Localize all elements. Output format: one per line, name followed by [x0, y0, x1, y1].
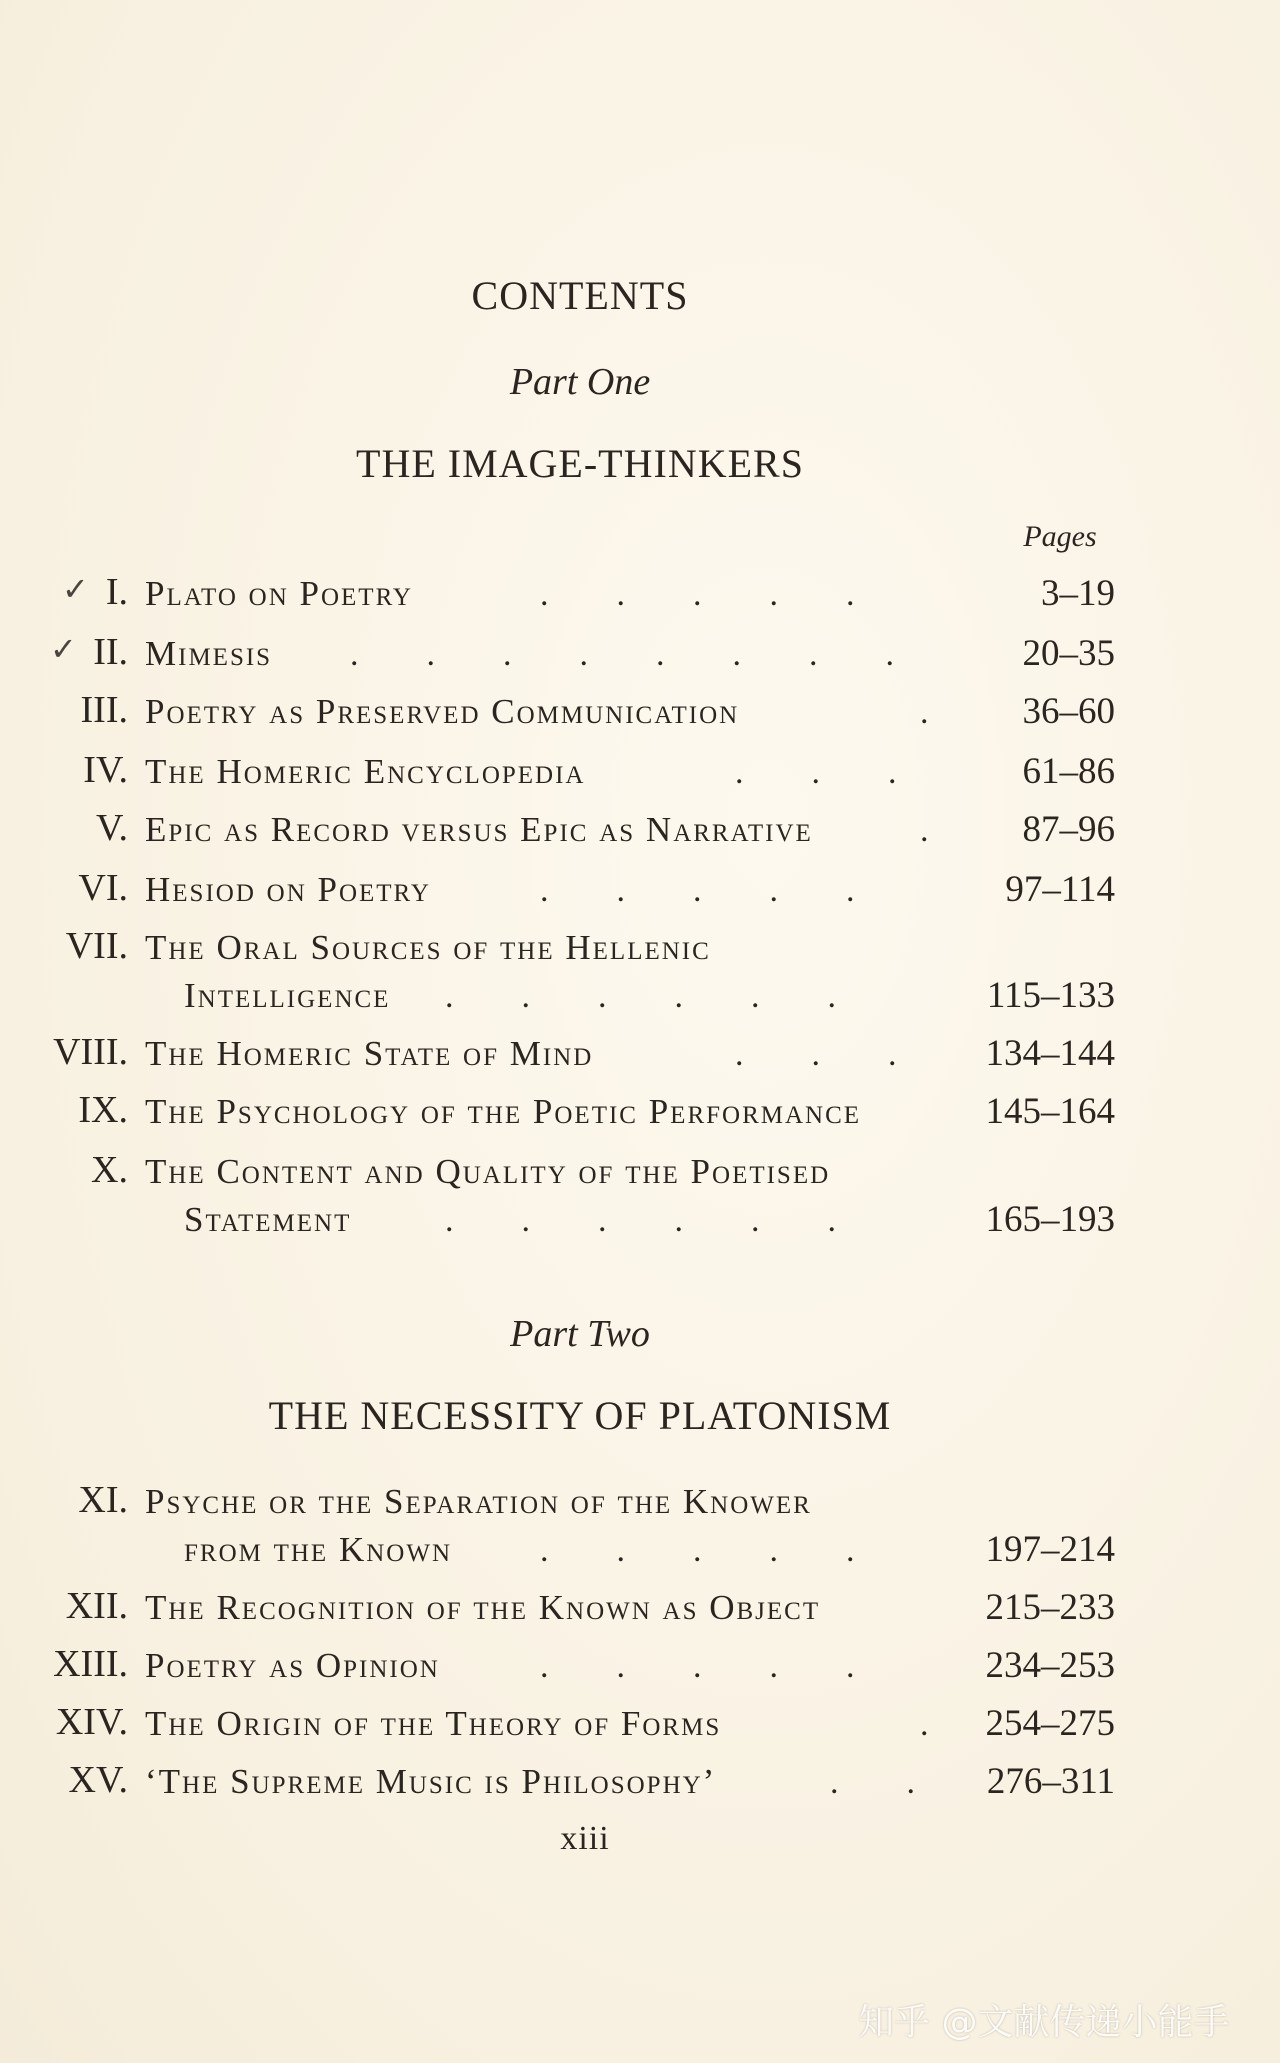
chapter-title-continuation: from the Known [184, 1530, 452, 1569]
toc-entry-continuation[interactable] [0, 1526, 1280, 1574]
chapter-numeral: V. [95, 807, 128, 849]
chapter-title: The Origin of the Theory of Forms [145, 1704, 722, 1743]
toc-entry[interactable] [0, 1642, 1280, 1690]
chapter-numeral: II. [93, 631, 128, 673]
chapter-numeral: VI. [78, 867, 128, 909]
part-two-heading: THE NECESSITY OF PLATONISM [268, 1393, 892, 1438]
dot-leader: . . . . . . [445, 978, 836, 1015]
chapter-title: The Homeric Encyclopedia [145, 752, 586, 791]
toc-entry[interactable] [0, 570, 1280, 618]
dot-leader: . . . . . [540, 576, 855, 613]
handwritten-check-mark-icon: ✓ [50, 631, 77, 667]
chapter-title: The Recognition of the Known as Object [145, 1588, 821, 1627]
page-range: 145–164 [985, 1091, 1115, 1132]
dot-leader: . [920, 812, 929, 849]
part-one-label: Part One [509, 361, 651, 403]
page-range: 36–60 [1022, 691, 1115, 732]
toc-entry[interactable] [0, 630, 1280, 678]
dot-leader: . . . . . [540, 872, 855, 909]
chapter-numeral: XII. [65, 1585, 128, 1627]
chapter-title: The Homeric State of Mind [145, 1034, 594, 1073]
chapter-title: The Content and Quality of the Poetised [145, 1152, 831, 1191]
toc-entry[interactable] [0, 1148, 1280, 1196]
dot-leader: . [920, 1706, 929, 1743]
chapter-numeral: VIII. [53, 1031, 128, 1073]
chapter-numeral: VII. [65, 925, 128, 967]
chapter-numeral: XI. [78, 1479, 128, 1521]
page-range: 87–96 [1022, 809, 1115, 850]
part-two-label: Part Two [510, 1313, 650, 1355]
chapter-numeral: XIV. [55, 1701, 128, 1743]
dot-leader: . . . . . . [445, 1202, 836, 1239]
chapter-numeral: X. [91, 1149, 128, 1191]
page-range: 254–275 [985, 1703, 1115, 1744]
page-range: 215–233 [985, 1587, 1115, 1628]
dot-leader: . . . . . [540, 1532, 855, 1569]
handwritten-check-mark-icon: ✓ [62, 571, 89, 607]
chapter-numeral: XV. [68, 1759, 128, 1801]
toc-entry[interactable] [0, 1088, 1280, 1136]
chapter-numeral: III. [80, 689, 128, 731]
chapter-title: The Oral Sources of the Hellenic [145, 928, 711, 967]
page-range: 97–114 [1005, 869, 1115, 910]
chapter-numeral: XIII. [53, 1643, 128, 1685]
page-range: 20–35 [1022, 633, 1115, 674]
chapter-numeral: IX. [78, 1089, 128, 1131]
page-range: 61–86 [1022, 751, 1115, 792]
toc-entry[interactable] [0, 1030, 1280, 1078]
chapter-title: The Psychology of the Poetic Performance [145, 1092, 862, 1131]
page-range: 234–253 [985, 1645, 1115, 1686]
chapter-title: Plato on Poetry [145, 574, 413, 613]
chapter-numeral: IV. [83, 749, 128, 791]
page-range: 276–311 [986, 1761, 1115, 1802]
toc-entry[interactable] [0, 1758, 1280, 1806]
chapter-title: Poetry as Opinion [145, 1646, 440, 1685]
chapter-title: Hesiod on Poetry [145, 870, 431, 909]
page-range: 197–214 [985, 1529, 1115, 1570]
chapter-title: Mimesis [145, 634, 273, 673]
dot-leader: . . . [735, 754, 897, 791]
dot-leader: . . [830, 1764, 915, 1801]
toc-entry-continuation[interactable] [0, 972, 1280, 1020]
dot-leader: . . . . . . . . [350, 636, 894, 673]
chapter-title-continuation: Statement [184, 1200, 352, 1239]
toc-entry[interactable] [0, 866, 1280, 914]
dot-leader: . . . [735, 1036, 897, 1073]
page-range: 115–133 [986, 975, 1115, 1016]
contents-title: CONTENTS [471, 273, 689, 318]
toc-entry[interactable] [0, 1584, 1280, 1632]
toc-entry[interactable] [0, 688, 1280, 736]
chapter-title: Epic as Record versus Epic as Narrative [145, 810, 813, 849]
toc-entry-continuation[interactable] [0, 1196, 1280, 1244]
page-range: 3–19 [1041, 573, 1115, 614]
watermark: 知乎 @文献传递小能手 [858, 2002, 1230, 2043]
chapter-title: Psyche or the Separation of the Knower [145, 1482, 812, 1521]
toc-entry[interactable] [0, 924, 1280, 972]
toc-entry[interactable] [0, 806, 1280, 854]
chapter-title: ‘The Supreme Music is Philosophy’ [145, 1762, 717, 1801]
toc-entry[interactable] [0, 1700, 1280, 1748]
page-range: 165–193 [985, 1199, 1115, 1240]
chapter-numeral: I. [105, 571, 128, 613]
page-folio: xiii [560, 1820, 610, 1857]
chapter-title: Poetry as Preserved Communication [145, 692, 740, 731]
chapter-title-continuation: Intelligence [184, 976, 391, 1015]
toc-entry[interactable] [0, 748, 1280, 796]
dot-leader: . [920, 694, 929, 731]
toc-entry[interactable] [0, 1478, 1280, 1526]
pages-column-header: Pages [1023, 520, 1097, 553]
dot-leader: . . . . . [540, 1648, 855, 1685]
part-one-heading: THE IMAGE-THINKERS [356, 441, 804, 486]
page-range: 134–144 [985, 1033, 1115, 1074]
